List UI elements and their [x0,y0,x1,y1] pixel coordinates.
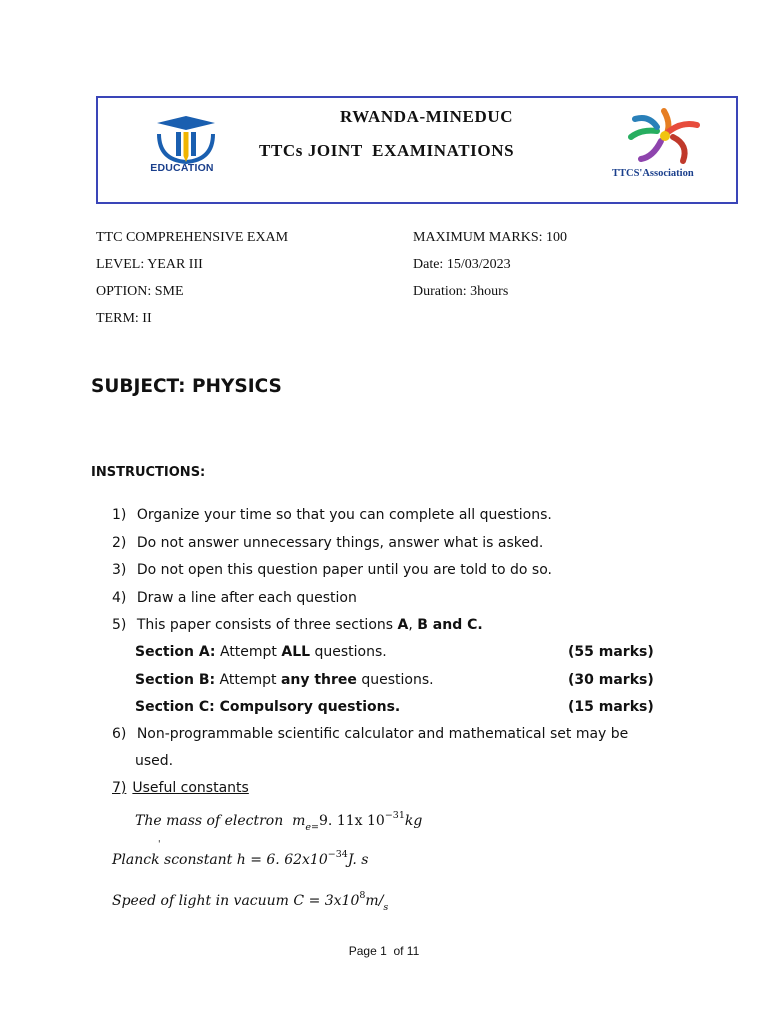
header-title: RWANDA-MINEDUC [340,107,514,126]
section-c-marks: (15 marks) [568,699,654,715]
section-b-line: Section B: Attempt any three questions. [135,672,434,688]
instructions-heading: INSTRUCTIONS: [91,465,206,480]
subject-title: SUBJECT: PHYSICS [91,376,282,397]
constant-planck: Planck sconstant h = 6. $62x10^{-34}J$. s [112,849,369,868]
constant-speed-of-light: Speed of light in vacuum $C = 3x10^8m/_s$ [112,890,389,913]
apostrophe-mark: ' [158,840,161,850]
instruction-4: 4) Draw a line after each question [112,590,357,606]
education-logo-text: EDUCATION [150,162,214,174]
exam-duration: Duration: 3hours [413,284,509,299]
instruction-2: 2) Do not answer unnecessary things, answer what is asked. [112,535,544,551]
header-subtitle: TTCs JOINT EXAMINATIONS [259,141,515,160]
instruction-7: 7) Useful constants [112,780,249,796]
section-c-line: Section C: Compulsory questions. [135,699,401,715]
instruction-3: 3) Do not open this question paper until you are told to do so. [112,562,552,578]
instruction-6: 6) Non-programmable scientific calculator and mathematical set may be [112,726,629,742]
exam-option: OPTION: SME [96,284,184,299]
exam-term: TERM: II [96,311,152,326]
section-a-marks: (55 marks) [568,644,654,660]
section-a-line: Section A: Attempt ALL questions. [135,644,387,660]
constant-electron-mass: The mass of electron $m_{e=}9$. 11x $10^{-31}kg$ [135,810,423,833]
ttcs-association-logo-icon [623,107,705,167]
exam-date: Date: 15/03/2023 [413,257,511,272]
instruction-6-continued: used. [135,753,174,769]
section-b-marks: (30 marks) [568,672,654,688]
ttcs-association-text: TTCS'Association [612,168,694,179]
instruction-5: 5) This paper consists of three sections A, B and C. [112,617,483,633]
exam-type: TTC COMPREHENSIVE EXAM [96,230,289,245]
instruction-1: 1) Organize your time so that you can complete all questions. [112,507,552,523]
page-number: Page 1 of 11 [348,944,420,958]
maximum-marks: MAXIMUM MARKS: 100 [413,230,568,245]
exam-level: LEVEL: YEAR III [96,257,203,272]
